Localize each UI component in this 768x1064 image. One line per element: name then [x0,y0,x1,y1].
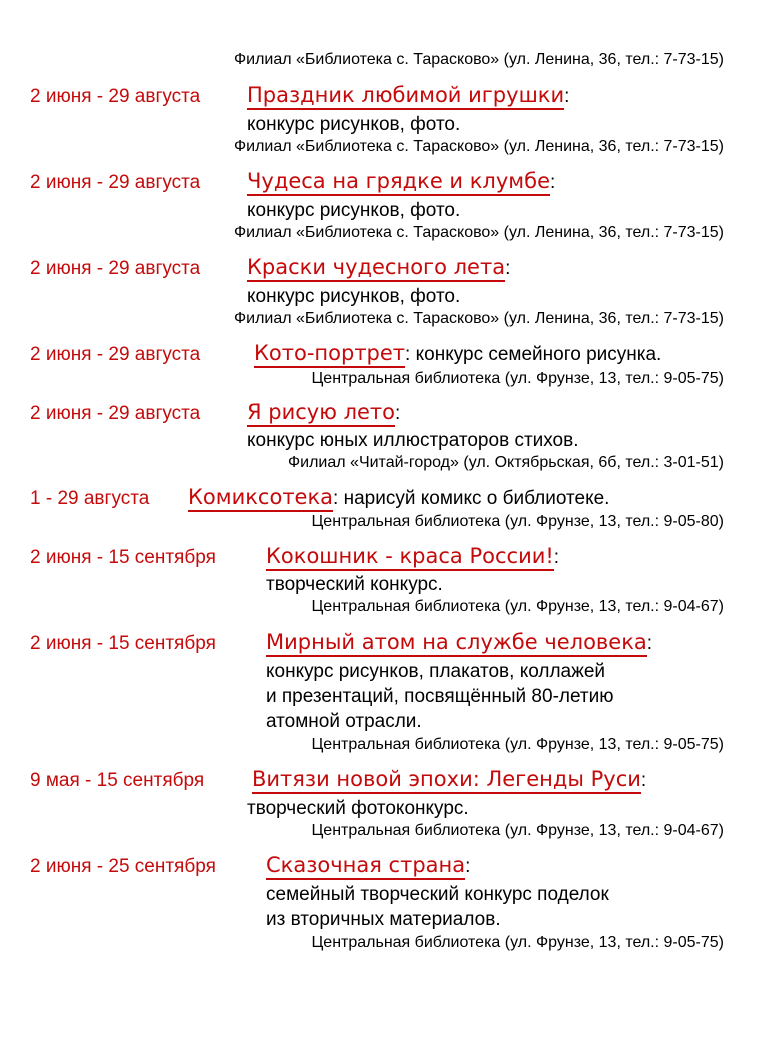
event-title-line [247,81,569,111]
event-date: 2 июня - 25 сентября [30,856,216,877]
event-title-suffix: : нарисуй комикс о библиотеке. [333,488,610,509]
event-description: конкурс юных иллюстраторов стихов. [247,430,579,451]
event-title-line [247,253,510,283]
event-title-suffix: : [564,86,570,107]
event-title-suffix: : [640,770,647,791]
event-date: 2 июня - 15 сентября [30,547,216,568]
event-venue: Филиал «Читай-город» (ул. Октябрьская, 6б, тел.: 3-01-51) [287,454,724,471]
event-date: 2 июня - 29 августа [30,258,201,279]
event-venue: Центральная библиотека (ул. Фрунзе, 13, тел.: 9-04-67) [311,822,724,839]
event-title: Кото-портрет [254,341,405,368]
event-venue: Центральная библиотека (ул. Фрунзе, 13, тел.: 9-05-75) [311,370,724,387]
event-title-line [266,851,470,881]
event-title-line [252,765,646,795]
event-date: 9 мая - 15 сентября [30,770,205,791]
event-title-suffix: : [550,172,556,193]
event-title-suffix: : конкурс семейного рисунка. [405,344,662,365]
event-description: конкурс рисунков, фото. [247,114,461,135]
event-description: из вторичных материалов. [266,909,501,930]
event-title-line [266,628,652,658]
event-title-suffix: : [553,547,560,568]
event-description: конкурс рисунков, фото. [247,286,461,307]
event-title-suffix: : [646,633,653,654]
event-title: Сказочная страна [266,853,465,880]
event-description: атомной отрасли. [266,711,422,732]
event-description: творческий фотоконкурс. [247,798,469,819]
event-venue: Филиал «Библиотека с. Тарасково» (ул. Ленина, 36, тел.: 7-73-15) [233,138,724,155]
top-venue: Филиал «Библиотека с. Тарасково» (ул. Ленина, 36, тел.: 7-73-15) [233,51,724,68]
event-title: Краски чудесного лета [247,255,505,282]
event-title-line [188,483,609,513]
event-title-line [247,167,555,197]
event-venue: Центральная библиотека (ул. Фрунзе, 13, тел.: 9-05-75) [311,934,724,951]
event-title: Кокошник - краса России! [266,544,554,571]
event-date: 2 июня - 15 сентября [30,633,216,654]
event-date: 2 июня - 29 августа [30,403,201,424]
event-title-suffix: : [395,403,401,424]
event-date: 2 июня - 29 августа [30,344,201,365]
event-title: Комиксотека [188,485,333,512]
event-title-suffix: : [505,258,511,279]
event-venue: Центральная библиотека (ул. Фрунзе, 13, тел.: 9-04-67) [311,598,724,615]
event-description: конкурс рисунков, плакатов, коллажей [266,661,605,682]
event-title: Праздник любимой игрушки [247,83,564,110]
event-title-line [266,542,559,572]
event-description: конкурс рисунков, фото. [247,200,461,221]
event-title-line [247,398,400,428]
event-venue: Центральная библиотека (ул. Фрунзе, 13, тел.: 9-05-80) [311,513,724,530]
event-description: и презентаций, посвящённый 80-летию [266,686,614,707]
event-date: 2 июня - 29 августа [30,86,201,107]
event-title: Чудеса на грядке и клумбе [247,169,550,196]
event-title: Витязи новой эпохи: Легенды Руси [252,767,641,794]
event-venue: Филиал «Библиотека с. Тарасково» (ул. Ленина, 36, тел.: 7-73-15) [233,310,724,327]
event-date: 2 июня - 29 августа [30,172,201,193]
event-title: Мирный атом на службе человека [266,630,647,657]
event-description: семейный творческий конкурс поделок [266,884,609,905]
event-title: Я рисую лето [247,400,395,427]
event-date: 1 - 29 августа [30,488,150,509]
event-description: творческий конкурс. [266,574,443,595]
event-title-line [254,339,661,369]
event-title-suffix: : [465,856,471,877]
event-venue: Центральная библиотека (ул. Фрунзе, 13, тел.: 9-05-75) [311,736,724,753]
event-venue: Филиал «Библиотека с. Тарасково» (ул. Ленина, 36, тел.: 7-73-15) [233,224,724,241]
